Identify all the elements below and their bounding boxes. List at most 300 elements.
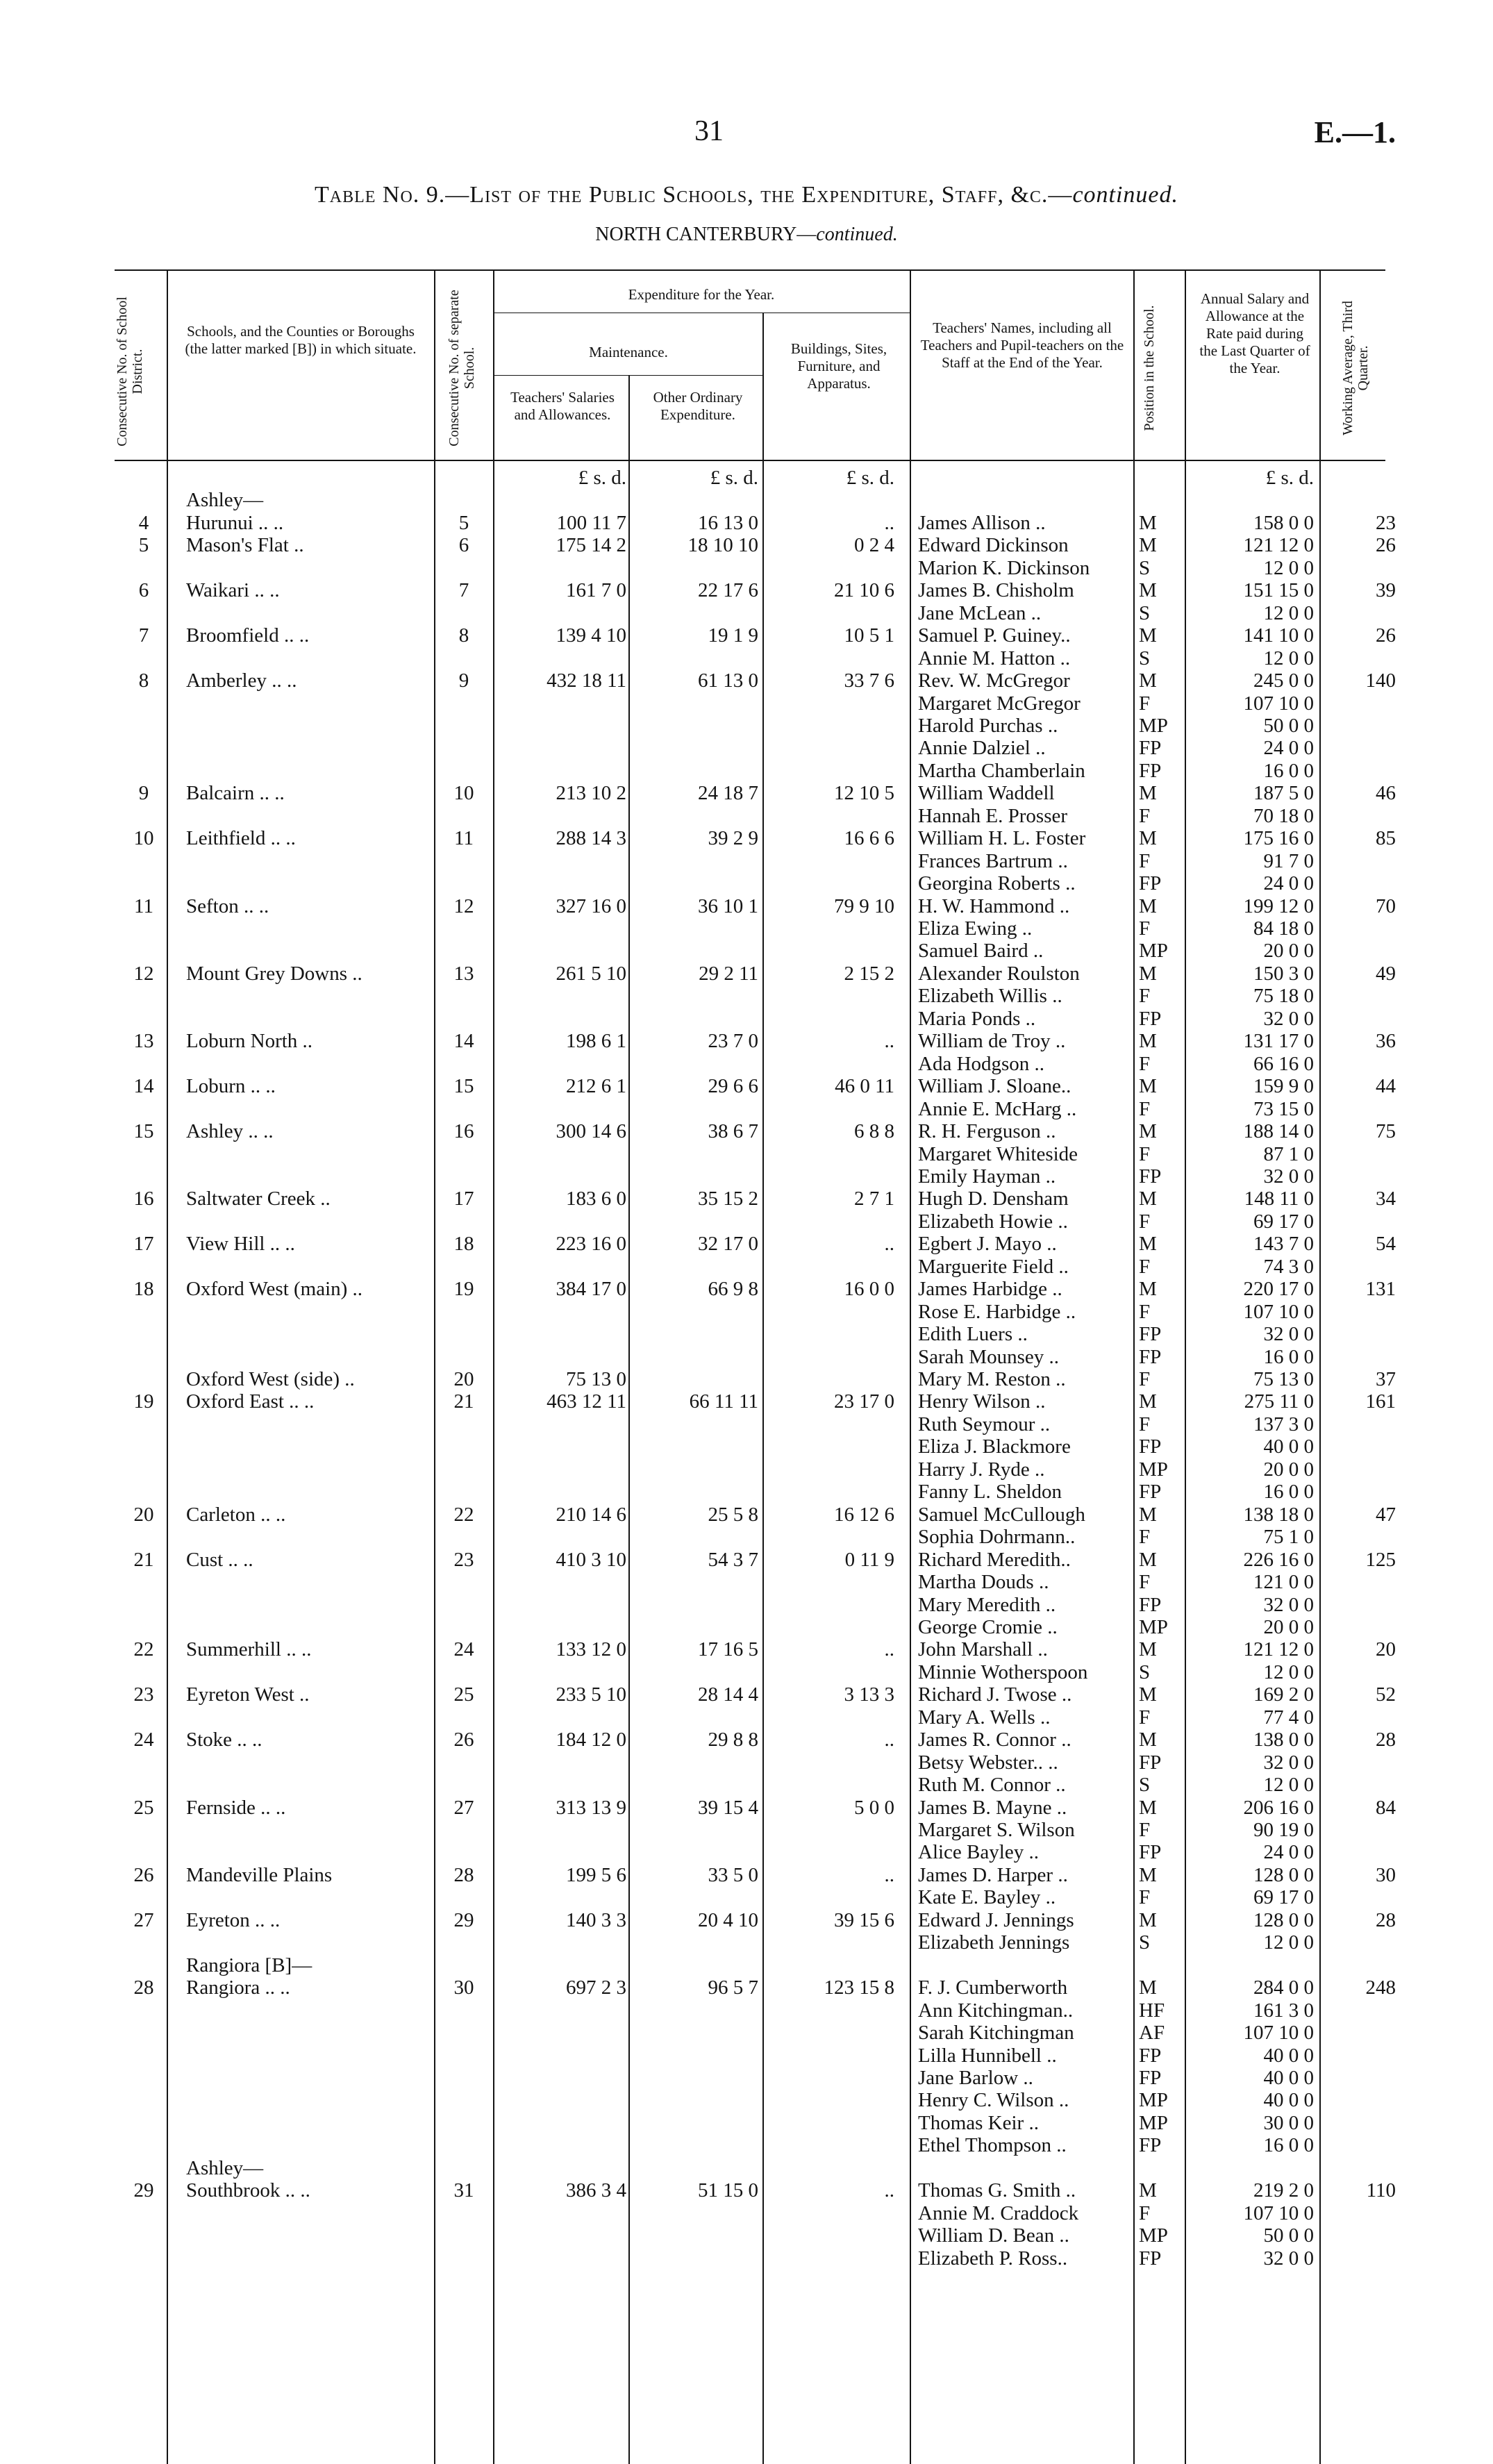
table-row — [0, 1571, 1493, 1594]
other-expenditure: 61 13 0 — [698, 669, 758, 692]
annual-salary: 91 7 0 — [1263, 850, 1314, 872]
table-row — [0, 1797, 1493, 1820]
annual-salary: 40 0 0 — [1263, 2089, 1314, 2111]
separate-school-number: 27 — [453, 1797, 474, 1819]
teacher-position: M — [1139, 1120, 1157, 1142]
teacher-position: M — [1139, 1504, 1157, 1526]
teacher-position: F — [1139, 1526, 1151, 1548]
buildings-expenditure: .. — [884, 1030, 894, 1052]
annual-salary: 107 10 0 — [1243, 1301, 1314, 1323]
table-row — [0, 1301, 1493, 1324]
teacher-name: Henry Wilson .. — [918, 1390, 1046, 1413]
teacher-position: MP — [1139, 2224, 1168, 2247]
teachers-salaries: 133 12 0 — [556, 1638, 626, 1660]
other-expenditure: 28 14 4 — [698, 1683, 758, 1706]
teacher-position: FP — [1139, 737, 1162, 759]
teacher-name: Mary A. Wells .. — [918, 1706, 1051, 1729]
table-row — [0, 963, 1493, 985]
school-name: Eyreton West .. — [186, 1683, 310, 1706]
teacher-position: M — [1139, 1278, 1157, 1300]
teacher-name: John Marshall .. — [918, 1638, 1048, 1660]
table-row — [0, 647, 1493, 670]
annual-salary: 188 14 0 — [1243, 1120, 1314, 1142]
school-name: Saltwater Creek .. — [186, 1188, 331, 1210]
header-position: Position in the School. — [1142, 305, 1157, 431]
district-number: 26 — [133, 1864, 154, 1886]
teacher-name: Richard J. Twose .. — [918, 1683, 1072, 1706]
teacher-name: Betsy Webster.. .. — [918, 1751, 1058, 1774]
teacher-position: MP — [1139, 1616, 1168, 1638]
buildings-expenditure: 123 15 8 — [824, 1976, 894, 1999]
annual-salary: 69 17 0 — [1253, 1210, 1314, 1233]
teacher-name: Marguerite Field .. — [918, 1256, 1069, 1278]
school-name: Ashley— — [186, 2157, 264, 2179]
teachers-salaries: 384 17 0 — [556, 1278, 626, 1300]
annual-salary: 69 17 0 — [1253, 1886, 1314, 1908]
other-expenditure: 29 6 6 — [708, 1075, 758, 1097]
buildings-expenditure: 10 5 1 — [844, 624, 894, 647]
page-reference: E.—1. — [1314, 115, 1396, 149]
teacher-name: Georgina Roberts .. — [918, 872, 1076, 894]
teacher-name: Ruth Seymour .. — [918, 1413, 1051, 1435]
teacher-position: S — [1139, 602, 1151, 624]
teachers-salaries: 199 5 6 — [566, 1864, 626, 1886]
working-average: 125 — [1365, 1549, 1396, 1571]
other-expenditure: 38 6 7 — [708, 1120, 758, 1142]
table-row — [0, 1706, 1493, 1729]
working-average: 20 — [1376, 1638, 1396, 1660]
table-row — [0, 534, 1493, 557]
teacher-name: William H. L. Foster — [918, 827, 1086, 849]
table-row — [0, 1323, 1493, 1346]
annual-salary: 30 0 0 — [1263, 2112, 1314, 2134]
school-name: Fernside .. .. — [186, 1797, 286, 1819]
teachers-salaries: 184 12 0 — [556, 1729, 626, 1751]
annual-salary: 32 0 0 — [1263, 1751, 1314, 1774]
teacher-name: Margaret McGregor — [918, 692, 1081, 715]
teacher-position: F — [1139, 1210, 1151, 1233]
teacher-position: M — [1139, 624, 1157, 647]
table-row — [0, 2022, 1493, 2045]
annual-salary: 40 0 0 — [1263, 2067, 1314, 2089]
school-name: Cust .. .. — [186, 1549, 253, 1571]
teachers-salaries: 139 4 10 — [556, 624, 626, 647]
annual-salary: 32 0 0 — [1263, 1323, 1314, 1345]
teacher-name: William Waddell — [918, 782, 1055, 804]
teachers-salaries: 697 2 3 — [566, 1976, 626, 1999]
header-bottom-rule — [115, 460, 1385, 461]
separate-school-number: 13 — [453, 963, 474, 985]
teacher-name: Samuel McCullough — [918, 1504, 1085, 1526]
annual-salary: 90 19 0 — [1253, 1819, 1314, 1841]
teacher-position: F — [1139, 1571, 1151, 1593]
table-row — [0, 1841, 1493, 1864]
teacher-position: HF — [1139, 1999, 1165, 2022]
table-row — [0, 1819, 1493, 1842]
teacher-name: Margaret Whiteside — [918, 1143, 1078, 1165]
teacher-name: Kate E. Bayley .. — [918, 1886, 1056, 1908]
units-other-expenditure: £ s. d. — [710, 467, 758, 489]
annual-salary: 187 5 0 — [1253, 782, 1314, 804]
school-name: Leithfield .. .. — [186, 827, 296, 849]
separate-school-number: 19 — [453, 1278, 474, 1300]
table-row — [0, 669, 1493, 692]
working-average: 131 — [1365, 1278, 1396, 1300]
table-row — [0, 1976, 1493, 1999]
separate-school-number: 8 — [458, 624, 469, 647]
teacher-position: FP — [1139, 1435, 1162, 1458]
teacher-position: M — [1139, 1638, 1157, 1660]
separate-school-number: 26 — [453, 1729, 474, 1751]
teacher-position: FP — [1139, 760, 1162, 782]
teacher-name: William de Troy .. — [918, 1030, 1066, 1052]
annual-salary: 50 0 0 — [1263, 715, 1314, 737]
buildings-expenditure: 39 15 6 — [834, 1909, 894, 1931]
working-average: 26 — [1376, 534, 1396, 556]
teacher-position: MP — [1139, 940, 1168, 962]
teacher-name: Edward J. Jennings — [918, 1909, 1074, 1931]
annual-salary: 143 7 0 — [1253, 1233, 1314, 1255]
teachers-salaries: 75 13 0 — [566, 1368, 626, 1390]
teacher-position: M — [1139, 1797, 1157, 1819]
working-average: 248 — [1365, 1976, 1396, 1999]
teachers-salaries: 386 3 4 — [566, 2179, 626, 2201]
table-row — [0, 1256, 1493, 1279]
annual-salary: 20 0 0 — [1263, 940, 1314, 962]
table-row — [0, 2089, 1493, 2112]
teacher-position: M — [1139, 1233, 1157, 1255]
teacher-position: M — [1139, 1864, 1157, 1886]
teacher-name: James Allison .. — [918, 512, 1046, 534]
school-name: Loburn North .. — [186, 1030, 313, 1052]
header-maintenance: Maintenance. — [589, 344, 668, 360]
separate-school-number: 21 — [453, 1390, 474, 1413]
table-row — [0, 602, 1493, 625]
teacher-position: F — [1139, 1143, 1151, 1165]
annual-salary: 12 0 0 — [1263, 557, 1314, 579]
separate-school-number: 24 — [453, 1638, 474, 1660]
working-average: 34 — [1376, 1188, 1396, 1210]
teacher-name: Martha Douds .. — [918, 1571, 1049, 1593]
district-number: 7 — [138, 624, 149, 647]
table-row — [0, 895, 1493, 918]
teacher-position: F — [1139, 692, 1151, 715]
annual-salary: 121 0 0 — [1253, 1571, 1314, 1593]
district-number: 13 — [133, 1030, 154, 1052]
table-row — [0, 1098, 1493, 1121]
teachers-salaries: 140 3 3 — [566, 1909, 626, 1931]
table-row — [0, 2134, 1493, 2157]
teacher-position: FP — [1139, 872, 1162, 894]
district-number: 21 — [133, 1549, 154, 1571]
buildings-expenditure: 23 17 0 — [834, 1390, 894, 1413]
table-row — [0, 760, 1493, 783]
teacher-name: Hugh D. Densham — [918, 1188, 1069, 1210]
buildings-expenditure: .. — [884, 1729, 894, 1751]
units-row — [0, 467, 1493, 490]
teacher-position: FP — [1139, 2045, 1162, 2067]
table-row — [0, 557, 1493, 580]
teacher-position: S — [1139, 1661, 1151, 1683]
annual-salary: 16 0 0 — [1263, 760, 1314, 782]
separate-school-number: 10 — [453, 782, 474, 804]
buildings-expenditure: 33 7 6 — [844, 669, 894, 692]
teachers-salaries: 183 6 0 — [566, 1188, 626, 1210]
school-name: Ashley— — [186, 489, 264, 511]
other-expenditure: 66 11 11 — [689, 1390, 758, 1413]
other-expenditure: 66 9 8 — [708, 1278, 758, 1300]
teacher-position: M — [1139, 534, 1157, 556]
working-average: 36 — [1376, 1030, 1396, 1052]
teachers-salaries: 212 6 1 — [566, 1075, 626, 1097]
annual-salary: 121 12 0 — [1243, 1638, 1314, 1660]
teacher-position: F — [1139, 1053, 1151, 1075]
working-average: 26 — [1376, 624, 1396, 647]
table-row — [0, 1053, 1493, 1076]
region-title — [0, 224, 1493, 246]
district-number: 29 — [133, 2179, 154, 2201]
school-name: Summerhill .. .. — [186, 1638, 312, 1660]
table-row — [0, 1638, 1493, 1661]
other-expenditure: 39 15 4 — [698, 1797, 758, 1819]
table-row — [0, 1661, 1493, 1684]
teacher-position: F — [1139, 1301, 1151, 1323]
district-number: 15 — [133, 1120, 154, 1142]
working-average: 85 — [1376, 827, 1396, 849]
buildings-expenditure: 79 9 10 — [834, 895, 894, 917]
teacher-name: James B. Mayne .. — [918, 1797, 1067, 1819]
district-number: 22 — [133, 1638, 154, 1660]
table-row — [0, 1683, 1493, 1706]
annual-salary: 20 0 0 — [1263, 1458, 1314, 1481]
teacher-name: Alexander Roulston — [918, 963, 1080, 985]
annual-salary: 107 10 0 — [1243, 2202, 1314, 2224]
teacher-position: FP — [1139, 1841, 1162, 1863]
table-row — [0, 1368, 1493, 1391]
other-expenditure: 24 18 7 — [698, 782, 758, 804]
table-row — [0, 1909, 1493, 1932]
table-row — [0, 2045, 1493, 2067]
teachers-salaries: 327 16 0 — [556, 895, 626, 917]
annual-salary: 138 18 0 — [1243, 1504, 1314, 1526]
separate-school-number: 30 — [453, 1976, 474, 1999]
other-expenditure: 36 10 1 — [698, 895, 758, 917]
table-row — [0, 489, 1493, 512]
separate-school-number: 5 — [458, 512, 469, 534]
district-number: 4 — [138, 512, 149, 534]
working-average: 84 — [1376, 1797, 1396, 1819]
separate-school-number: 22 — [453, 1504, 474, 1526]
title-prefix: Table No. 9.— — [314, 182, 470, 208]
teacher-name: William J. Sloane.. — [918, 1075, 1071, 1097]
buildings-expenditure: .. — [884, 512, 894, 534]
district-number: 12 — [133, 963, 154, 985]
buildings-expenditure: 0 2 4 — [854, 534, 894, 556]
teacher-position: S — [1139, 647, 1151, 669]
annual-salary: 151 15 0 — [1243, 579, 1314, 601]
teacher-name: Ann Kitchingman.. — [918, 1999, 1074, 2022]
teacher-position: M — [1139, 1390, 1157, 1413]
table-row — [0, 715, 1493, 738]
buildings-expenditure: 16 12 6 — [834, 1504, 894, 1526]
buildings-expenditure: 3 13 3 — [844, 1683, 894, 1706]
table-row — [0, 1504, 1493, 1526]
teachers-salaries: 313 13 9 — [556, 1797, 626, 1819]
teachers-salaries: 261 5 10 — [556, 963, 626, 985]
teachers-salaries: 175 14 2 — [556, 534, 626, 556]
table-row — [0, 1346, 1493, 1369]
district-number: 9 — [138, 782, 149, 804]
buildings-expenditure: 2 7 1 — [854, 1188, 894, 1210]
buildings-expenditure: 16 6 6 — [844, 827, 894, 849]
teacher-position: M — [1139, 512, 1157, 534]
annual-salary: 40 0 0 — [1263, 1435, 1314, 1458]
table-row — [0, 692, 1493, 715]
teacher-position: MP — [1139, 715, 1168, 737]
table-row — [0, 1030, 1493, 1053]
title-suffix: continued. — [1072, 182, 1179, 208]
table-title — [0, 182, 1493, 208]
teacher-name: Harold Purchas .. — [918, 715, 1058, 737]
separate-school-number: 15 — [453, 1075, 474, 1097]
school-name: Broomfield .. .. — [186, 624, 310, 647]
annual-salary: 169 2 0 — [1253, 1683, 1314, 1706]
teacher-name: Frances Bartrum .. — [918, 850, 1068, 872]
teacher-position: M — [1139, 782, 1157, 804]
teacher-position: M — [1139, 2179, 1157, 2201]
table-row — [0, 2202, 1493, 2225]
working-average: 75 — [1376, 1120, 1396, 1142]
table-row — [0, 1526, 1493, 1549]
buildings-expenditure: 16 0 0 — [844, 1278, 894, 1300]
teacher-name: Fanny L. Sheldon — [918, 1481, 1062, 1503]
teacher-name: Harry J. Ryde .. — [918, 1458, 1045, 1481]
table-row — [0, 1233, 1493, 1256]
annual-salary: 75 18 0 — [1253, 985, 1314, 1007]
working-average: 28 — [1376, 1729, 1396, 1751]
header-annual-salary: Annual Salary and Allowance at the Rate paid during the Last Quarter of the Year. — [1199, 290, 1310, 376]
teachers-salaries: 410 3 10 — [556, 1549, 626, 1571]
header-schools: Schools, and the Counties or Boroughs (the latter marked [B]) in which situate. — [185, 323, 417, 357]
working-average: 30 — [1376, 1864, 1396, 1886]
title-main: List of the Public Schools, the Expenditure, Staff, &c.— — [469, 182, 1073, 208]
separate-school-number: 7 — [458, 579, 469, 601]
other-expenditure: 22 17 6 — [698, 579, 758, 601]
teacher-name: Henry C. Wilson .. — [918, 2089, 1069, 2111]
teacher-name: Alice Bayley .. — [918, 1841, 1039, 1863]
teachers-salaries: 210 14 6 — [556, 1504, 626, 1526]
other-expenditure: 35 15 2 — [698, 1188, 758, 1210]
annual-salary: 175 16 0 — [1243, 827, 1314, 849]
teachers-salaries: 288 14 3 — [556, 827, 626, 849]
teacher-position: FP — [1139, 1594, 1162, 1616]
teacher-name: Elizabeth Jennings — [918, 1931, 1070, 1954]
teacher-position: F — [1139, 805, 1151, 827]
table-row — [0, 1120, 1493, 1143]
table-row — [0, 940, 1493, 963]
teachers-salaries: 161 7 0 — [566, 579, 626, 601]
table-row — [0, 1390, 1493, 1413]
district-number: 17 — [133, 1233, 154, 1255]
district-number: 27 — [133, 1909, 154, 1931]
teacher-name: Sarah Kitchingman — [918, 2022, 1074, 2044]
header-other-expenditure: Other Ordinary Expenditure. — [653, 389, 743, 423]
table-row — [0, 1774, 1493, 1797]
annual-salary: 226 16 0 — [1243, 1549, 1314, 1571]
buildings-expenditure: 46 0 11 — [835, 1075, 894, 1097]
separate-school-number: 6 — [458, 534, 469, 556]
school-name: Balcairn .. .. — [186, 782, 285, 804]
teacher-position: M — [1139, 669, 1157, 692]
teacher-name: James B. Chisholm — [918, 579, 1074, 601]
teacher-position: F — [1139, 2202, 1151, 2224]
separate-school-number: 20 — [453, 1368, 474, 1390]
district-number: 6 — [138, 579, 149, 601]
teacher-name: Annie Dalziel .. — [918, 737, 1046, 759]
teacher-position: F — [1139, 850, 1151, 872]
working-average: 161 — [1365, 1390, 1396, 1413]
teachers-salaries: 213 10 2 — [556, 782, 626, 804]
school-name: Oxford West (main) .. — [186, 1278, 363, 1300]
table-row — [0, 917, 1493, 940]
separate-school-number: 18 — [453, 1233, 474, 1255]
table-row — [0, 1954, 1493, 1977]
table-row — [0, 1594, 1493, 1617]
other-expenditure: 32 17 0 — [698, 1233, 758, 1255]
teacher-name: Richard Meredith.. — [918, 1549, 1071, 1571]
teacher-name: Jane McLean .. — [918, 602, 1042, 624]
working-average: 70 — [1376, 895, 1396, 917]
teacher-position: MP — [1139, 1458, 1168, 1481]
table-row — [0, 1616, 1493, 1639]
teacher-position: FP — [1139, 1751, 1162, 1774]
other-expenditure: 29 2 11 — [699, 963, 758, 985]
table-row — [0, 1435, 1493, 1458]
annual-salary: 24 0 0 — [1263, 872, 1314, 894]
annual-salary: 131 17 0 — [1243, 1030, 1314, 1052]
annual-salary: 159 9 0 — [1253, 1075, 1314, 1097]
units-salary: £ s. d. — [1265, 467, 1314, 489]
table-row — [0, 1413, 1493, 1436]
annual-salary: 32 0 0 — [1263, 1594, 1314, 1616]
annual-salary: 12 0 0 — [1263, 1661, 1314, 1683]
table-row — [0, 579, 1493, 602]
district-number: 5 — [138, 534, 149, 556]
teacher-position: M — [1139, 1683, 1157, 1706]
table-row — [0, 1751, 1493, 1774]
working-average: 39 — [1376, 579, 1396, 601]
header-district-no: Consecutive No. of School District. — [115, 297, 145, 447]
buildings-expenditure: .. — [884, 1864, 894, 1886]
working-average: 49 — [1376, 963, 1396, 985]
school-name: Sefton .. .. — [186, 895, 269, 917]
school-name: Stoke .. .. — [186, 1729, 262, 1751]
annual-salary: 32 0 0 — [1263, 1165, 1314, 1188]
teacher-position: F — [1139, 1098, 1151, 1120]
teacher-position: F — [1139, 1886, 1151, 1908]
buildings-expenditure: 6 8 8 — [854, 1120, 894, 1142]
teacher-position: F — [1139, 1256, 1151, 1278]
annual-salary: 24 0 0 — [1263, 737, 1314, 759]
table-row — [0, 1481, 1493, 1504]
table-row — [0, 1075, 1493, 1098]
district-number: 14 — [133, 1075, 154, 1097]
school-name: Mason's Flat .. — [186, 534, 304, 556]
annual-salary: 74 3 0 — [1263, 1256, 1314, 1278]
school-name: Ashley .. .. — [186, 1120, 274, 1142]
teacher-name: Margaret S. Wilson — [918, 1819, 1075, 1841]
teacher-position: FP — [1139, 2247, 1162, 2270]
